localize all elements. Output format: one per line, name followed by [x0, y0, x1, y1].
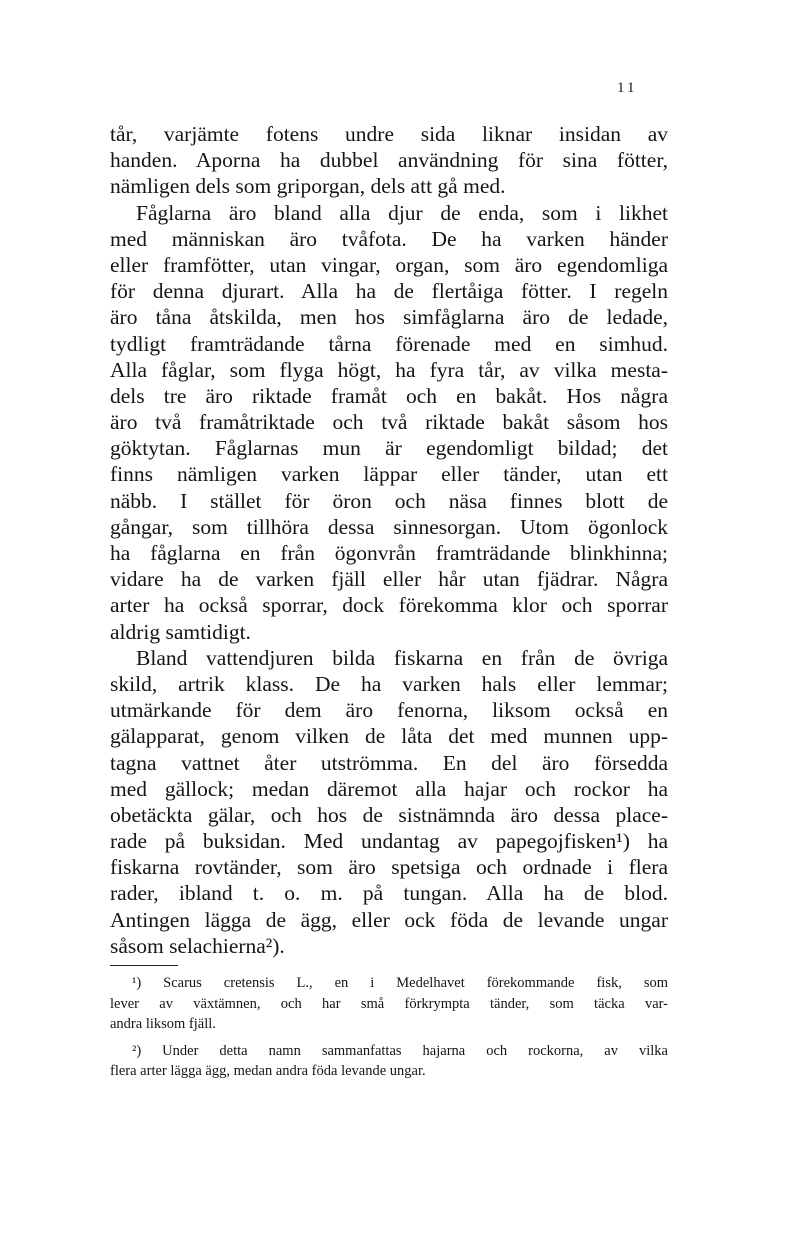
footnote-line: ²) Under detta namn sammanfattas hajarna och rockorna, av vilka	[132, 1042, 668, 1059]
text-line: finns nämligen varken läppar eller tänder, utan ett	[110, 462, 668, 487]
text-line: Antingen lägga de ägg, eller ock föda de levande ungar	[110, 907, 668, 932]
footnote-line: lever av växtämnen, och har små förkrympta tänder, som täcka var-	[110, 995, 668, 1012]
text-line: fiskarna rovtänder, som äro spetsiga och ordnade i flera	[110, 855, 668, 880]
footnote-divider	[110, 965, 178, 966]
text-line: arter ha också sporrar, dock förekomma klor och sporrar	[110, 593, 668, 618]
text-line: gångar, som tillhöra dessa sinnesorgan. Utom ögonlock	[110, 514, 668, 539]
text-line: rade på buksidan. Med undantag av papegojfisken¹) ha	[110, 829, 668, 854]
body-text	[110, 121, 668, 959]
text-line: äro två framåtriktade och två riktade bakåt såsom hos	[110, 410, 668, 435]
text-line: obetäckta gälar, och hos de sistnämnda äro dessa place-	[110, 802, 668, 827]
footnote-line: flera arter lägga ägg, medan andra föda levande ungar.	[110, 1063, 426, 1079]
text-line: ha fåglarna en från ögonvrån framträdande blinkhinna;	[110, 541, 668, 565]
text-line: Bland vattendjuren bilda fiskarna en från de övriga	[136, 645, 668, 670]
footnotes	[110, 973, 668, 1082]
text-line: utmärkande för dem äro fenorna, liksom också en	[110, 698, 668, 723]
text-line: tagna vattnet åter utströmma. En del äro försedda	[110, 750, 668, 775]
page-number: 11	[617, 80, 638, 96]
text-line: handen. Aporna ha dubbel användning för sina fötter,	[110, 148, 668, 173]
text-line: såsom selachierna²).	[110, 933, 285, 958]
text-line: Alla fåglar, som flyga högt, ha fyra tår, av vilka mesta-	[110, 357, 668, 382]
text-line: rader, ibland t. o. m. på tungan. Alla ha de blod.	[110, 881, 668, 906]
text-line: göktytan. Fåglarnas mun är egendomligt bildad; det	[110, 436, 668, 461]
text-line: äro tåna åtskilda, men hos simfåglarna äro de ledade,	[110, 305, 668, 330]
text-line: aldrig samtidigt.	[110, 619, 251, 644]
footnote-line: ¹) Scarus cretensis L., en i Medelhavet förekommande fisk, som	[132, 975, 668, 991]
text-line: för denna djurart. Alla ha de flertåiga fötter. I regeln	[110, 279, 668, 304]
text-line: Fåglarna äro bland alla djur de enda, som i likhet	[136, 200, 668, 225]
text-line: dels tre äro riktade framåt och en bakåt. Hos några	[110, 383, 668, 408]
text-line: eller framfötter, utan vingar, organ, som äro egendomliga	[110, 252, 668, 277]
text-line: nämligen dels som griporgan, dels att gå med.	[110, 174, 506, 199]
text-line: med gällock; medan däremot alla hajar och rockor ha	[110, 776, 668, 801]
text-line: med människan äro tvåfota. De ha varken händer	[110, 226, 668, 251]
text-line: tydligt framträdande tårna förenade med en simhud.	[110, 331, 668, 356]
text-line: tår, varjämte fotens undre sida liknar insidan av	[110, 122, 668, 146]
text-line: näbb. I stället för öron och näsa finnes blott de	[110, 488, 668, 513]
text-line: vidare ha de varken fjäll eller hår utan fjädrar. Några	[110, 567, 668, 592]
footnote-line: andra liksom fjäll.	[110, 1016, 216, 1032]
text-line: gälapparat, genom vilken de låta det med munnen upp-	[110, 724, 668, 749]
text-line: skild, artrik klass. De ha varken hals eller lemmar;	[110, 671, 668, 696]
